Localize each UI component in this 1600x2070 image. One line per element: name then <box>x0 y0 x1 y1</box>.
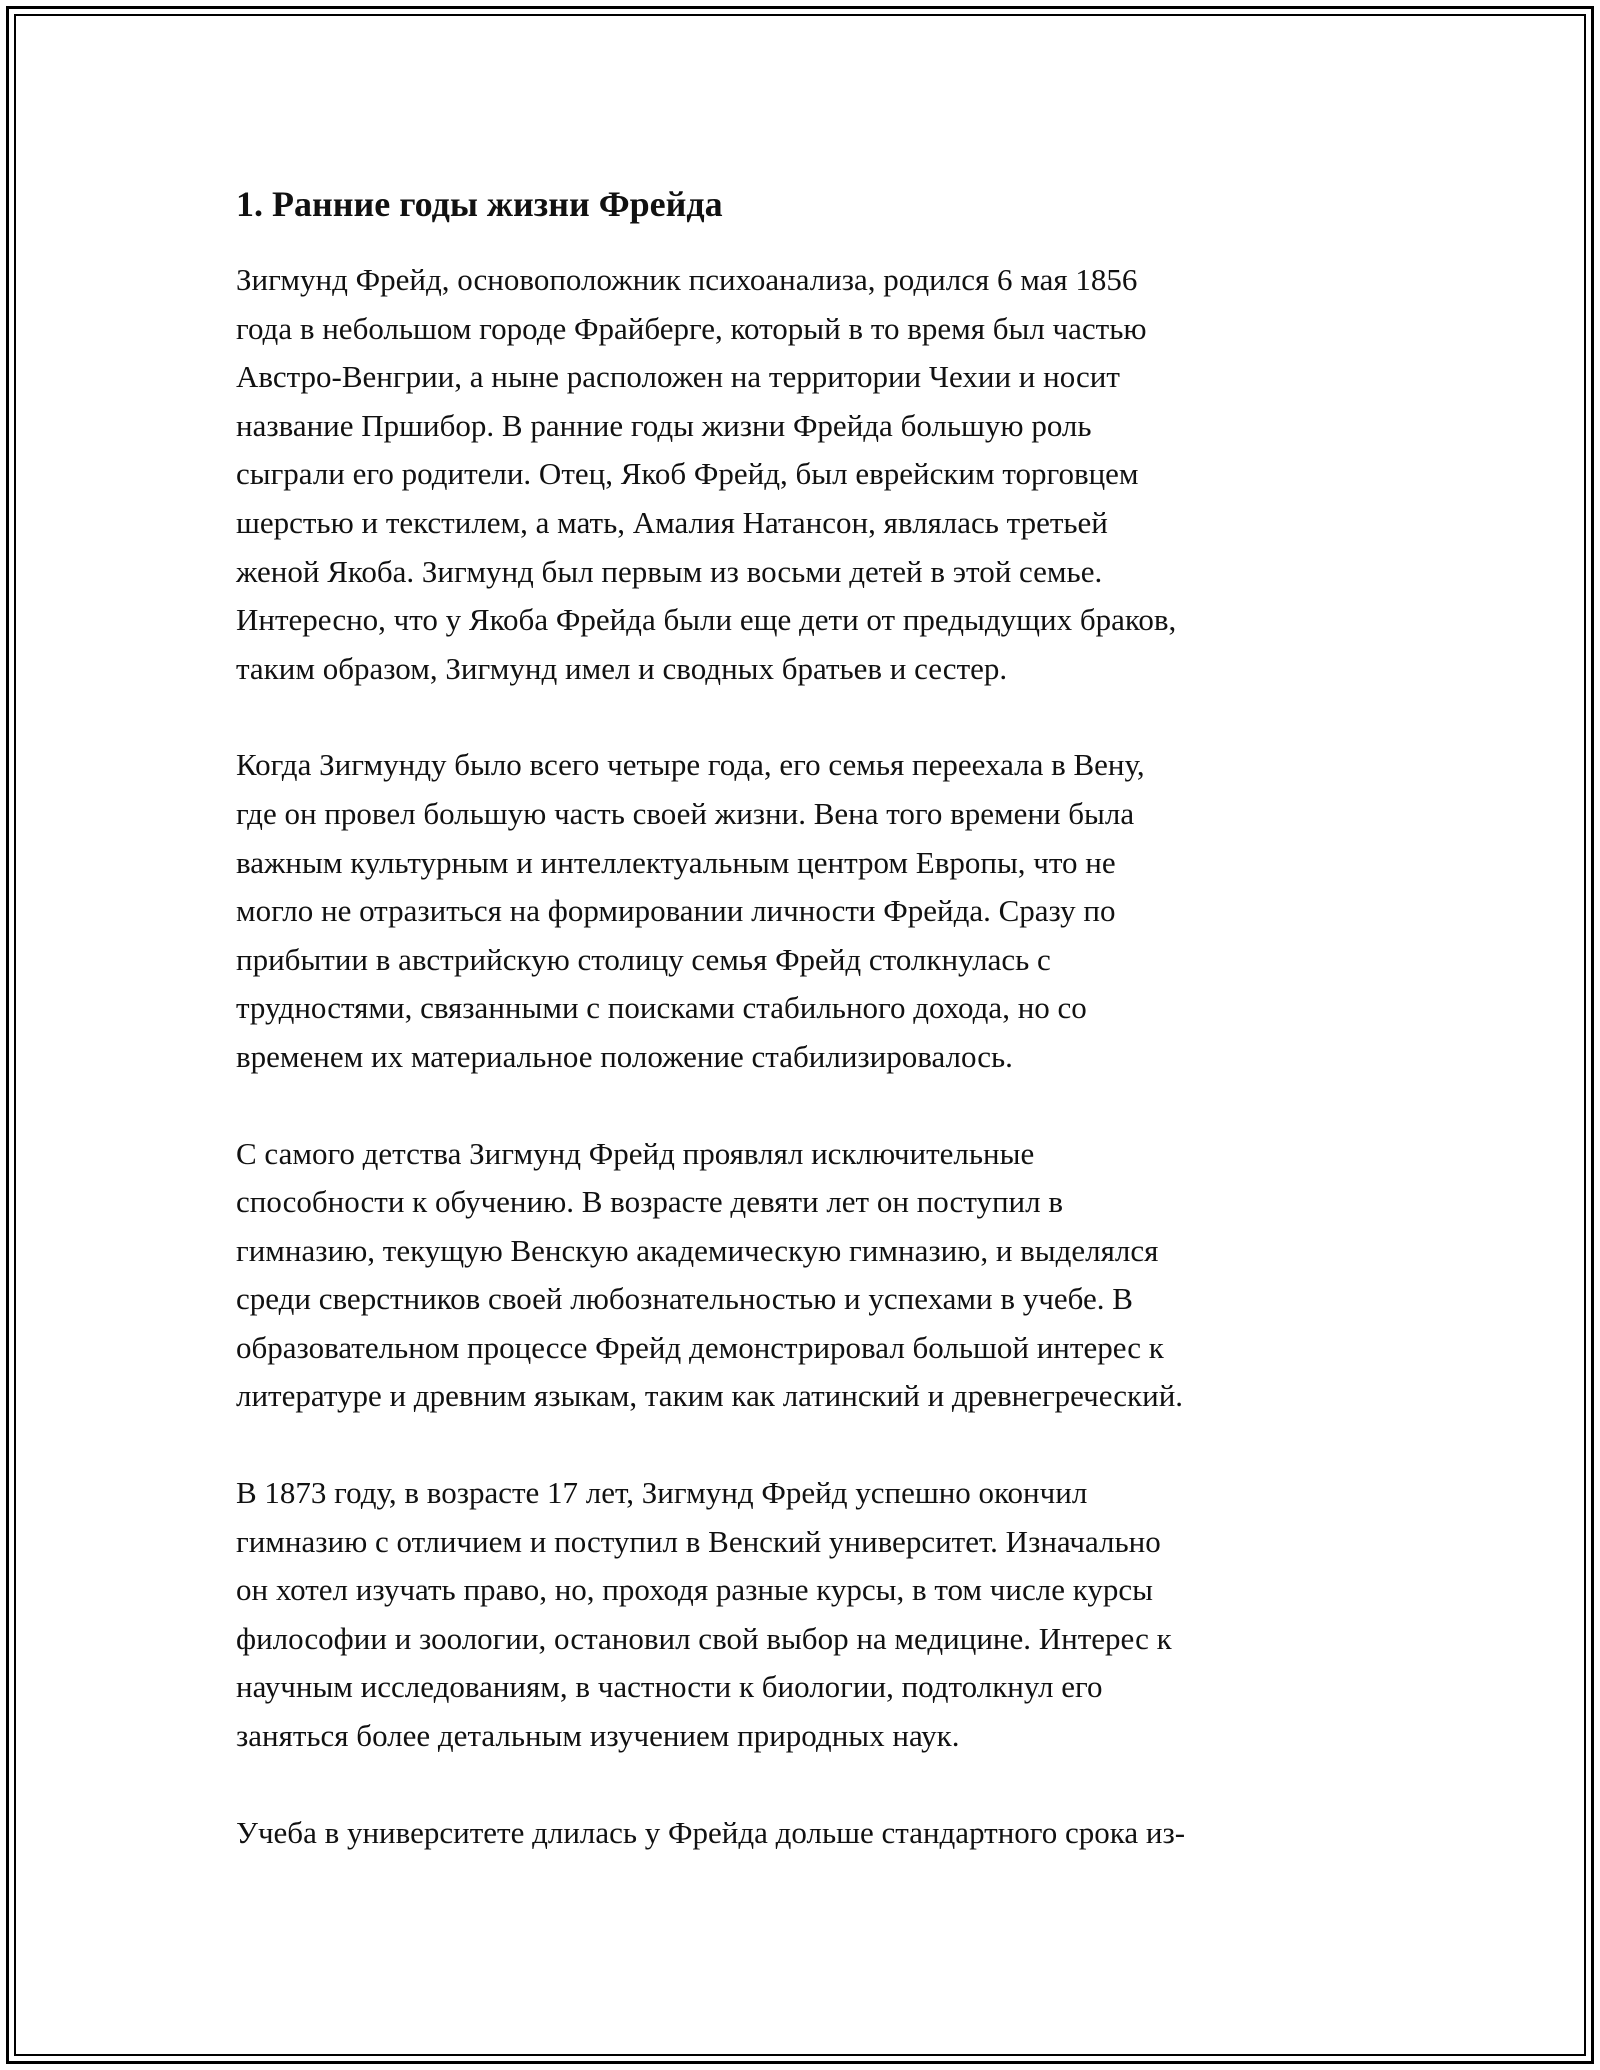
document-body <box>236 182 1376 1905</box>
section-heading: 1. Ранние годы жизни Фрейда <box>236 184 723 224</box>
paragraph-5: Учеба в университете длилась у Фрейда дольше стандартного срока из- <box>236 1814 1186 1850</box>
paragraph-3: С самого детства Зигмунд Фрейд проявлял исключительные способности к обучению. В возрасте девяти лет он поступил в гимназию, текущую Венскую академическую гимназию, и выделялся среди сверстников своей любознательностью и успехами в учебе. В образовательном процессе Фрейд демонстрировал большой интерес к литературе и древним языкам, таким как латинский и древнегреческий. <box>236 1135 1184 1414</box>
paragraph-4: В 1873 году, в возрасте 17 лет, Зигмунд Фрейд успешно окончил гимназию с отличием и поступил в Венский университет. Изначально он хотел изучать право, но, проходя разные курсы, в том числе курсы философии и зоологии, остановил свой выбор на медицине. Интерес к научным исследованиям, в частности к биологии, подтолкнул его заняться более детальным изучением природных наук. <box>236 1475 1172 1754</box>
paragraph-1: Зигмунд Фрейд, основоположник психоанализа, родился 6 мая 1856 года в небольшом городе Фрайберге, который в то время был частью Австро-Венгрии, а ныне расположен на территории Чехии и носит название Пршибор. В ранние годы жизни Фрейда большую роль сыграли его родители. Отец, Якоб Фрейд, был еврейским торговцем шерстью и текстилем, а мать, Амалия Натансон, являлась третьей женой Якоба. Зигмунд был первым из восьми детей в этой семье. Интересно, что у Якоба Фрейда были еще дети от предыдущих браков, таким образом, Зигмунд имел и сводных братьев и сестер. <box>236 262 1177 686</box>
paragraph-2: Когда Зигмунду было всего четыре года, его семья переехала в Вену, где он провел большую часть своей жизни. Вена того времени была важным культурным и интеллектуальным центром Европы, что не могло не отразиться на формировании личности Фрейда. Сразу по прибытии в австрийскую столицу семья Фрейд столкнулась с трудностями, связанными с поисками стабильного дохода, но со временем их материальное положение стабилизировалось. <box>236 747 1145 1074</box>
